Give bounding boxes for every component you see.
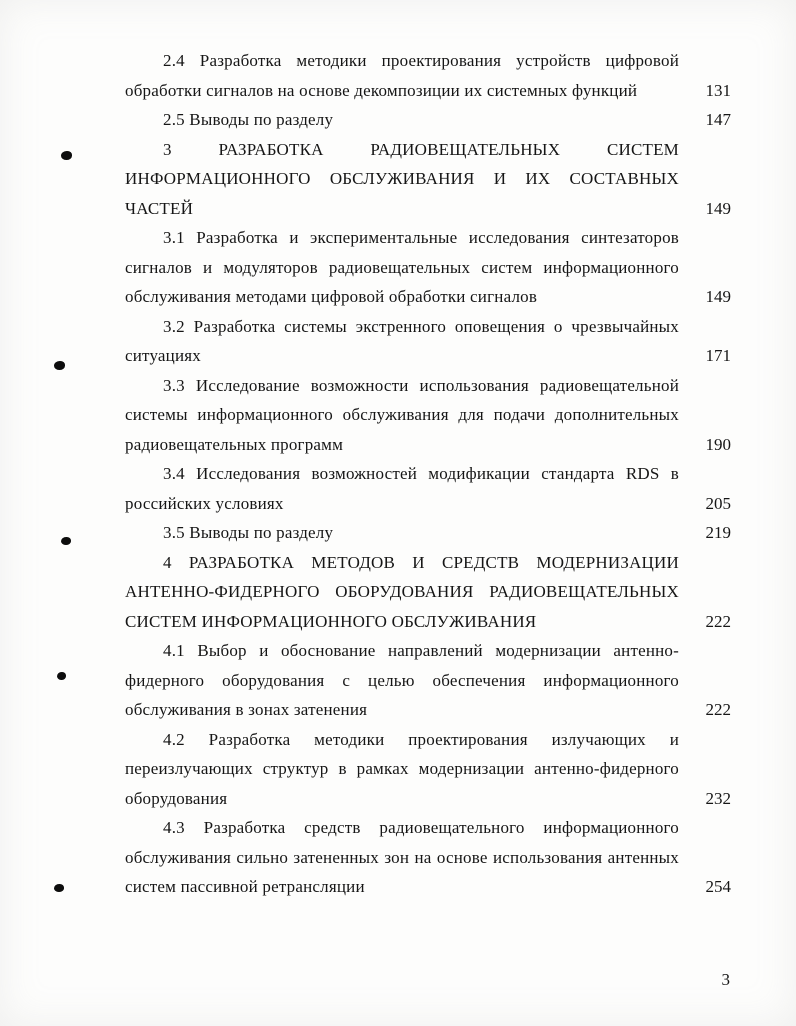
toc-entry-text: 3 РАЗРАБОТКА РАДИОВЕЩАТЕЛЬНЫХ СИСТЕМ ИНФОРМАЦИОННОГО ОБСЛУЖИВАНИЯ И ИХ СОСТАВНЫХ ЧАСТЕЙ [125,139,679,218]
scan-artifact-dot [54,884,64,892]
page-number: 3 [721,970,730,989]
scan-artifact-dot [61,537,71,545]
toc-entry [125,725,731,814]
toc-entry [125,46,731,105]
toc-entry-text: 2.5 Выводы по разделу [163,110,334,129]
toc-entry [125,636,731,725]
toc-entry-text: 3.2 Разработка системы экстренного оповещения о чрезвычайных ситуациях [125,316,679,365]
toc-entry-page-number: 222 [705,611,731,631]
toc-entry [125,371,731,460]
toc-entry-text: 4.1 Выбор и обоснование направлений модернизации антенно-фидерного оборудования с целью обеспечения информационного обслуживания в зонах затенения [125,641,679,719]
toc-entry-page-number: 149 [705,287,731,306]
toc-entry-text: 3.4 Исследования возможностей модификации стандарта RDS в российских условиях [125,464,679,513]
toc-entry-page-number: 190 [705,434,731,454]
toc-entry-page-number: 149 [705,198,731,218]
toc-entry [125,518,731,548]
toc-entry [125,813,731,902]
toc-entry-page-number: 219 [705,523,731,542]
scan-artifact-dot [61,151,72,160]
toc-entry-page-number: 147 [705,110,731,129]
toc-entry-page-number: 171 [705,346,731,365]
toc-entry-page-number: 254 [705,877,731,896]
scan-artifact-dot [57,672,66,680]
toc-entry-page-number: 205 [705,493,731,513]
toc-entry [125,223,731,312]
toc-entry-text: 3.3 Исследование возможности использования радиовещательной системы информационного обслуживания для подачи дополнительных радиовещательных программ [125,375,679,454]
toc-entry-text: 4.2 Разработка методики проектирования излучающих и переизлучающих структур в рамках модернизации антенно-фидерного оборудования [125,729,679,808]
toc-entry [125,459,731,518]
toc-entry [125,548,731,637]
toc-entry-page-number: 232 [705,788,731,808]
toc-entry-text: 4 РАЗРАБОТКА МЕТОДОВ И СРЕДСТВ МОДЕРНИЗАЦИИ АНТЕННО-ФИДЕРНОГО ОБОРУДОВАНИЯ РАДИОВЕЩАТЕЛЬНЫХ СИСТЕМ ИНФОРМАЦИОННОГО ОБСЛУЖИВАНИЯ [125,552,679,631]
toc-entry-text: 3.5 Выводы по разделу [163,523,334,542]
toc-entry [125,105,731,135]
toc-entry-page-number: 222 [705,700,731,719]
toc-entry-text: 2.4 Разработка методики проектирования устройств цифровой обработки сигналов на основе декомпозиции их системных функций [125,51,679,100]
table-of-contents [125,46,731,902]
scan-artifact-dot [54,361,65,370]
toc-entry-text: 4.3 Разработка средств радиовещательного информационного обслуживания сильно затененных зон на основе использования антенных систем пассивной ретрансляции [125,818,679,896]
toc-entry [125,135,731,224]
toc-entry-text: 3.1 Разработка и экспериментальные исследования синтезаторов сигналов и модуляторов радиовещательных систем информационного обслуживания методами цифровой обработки сигналов [125,228,679,306]
toc-entry-page-number: 131 [705,80,731,100]
toc-entry [125,312,731,371]
